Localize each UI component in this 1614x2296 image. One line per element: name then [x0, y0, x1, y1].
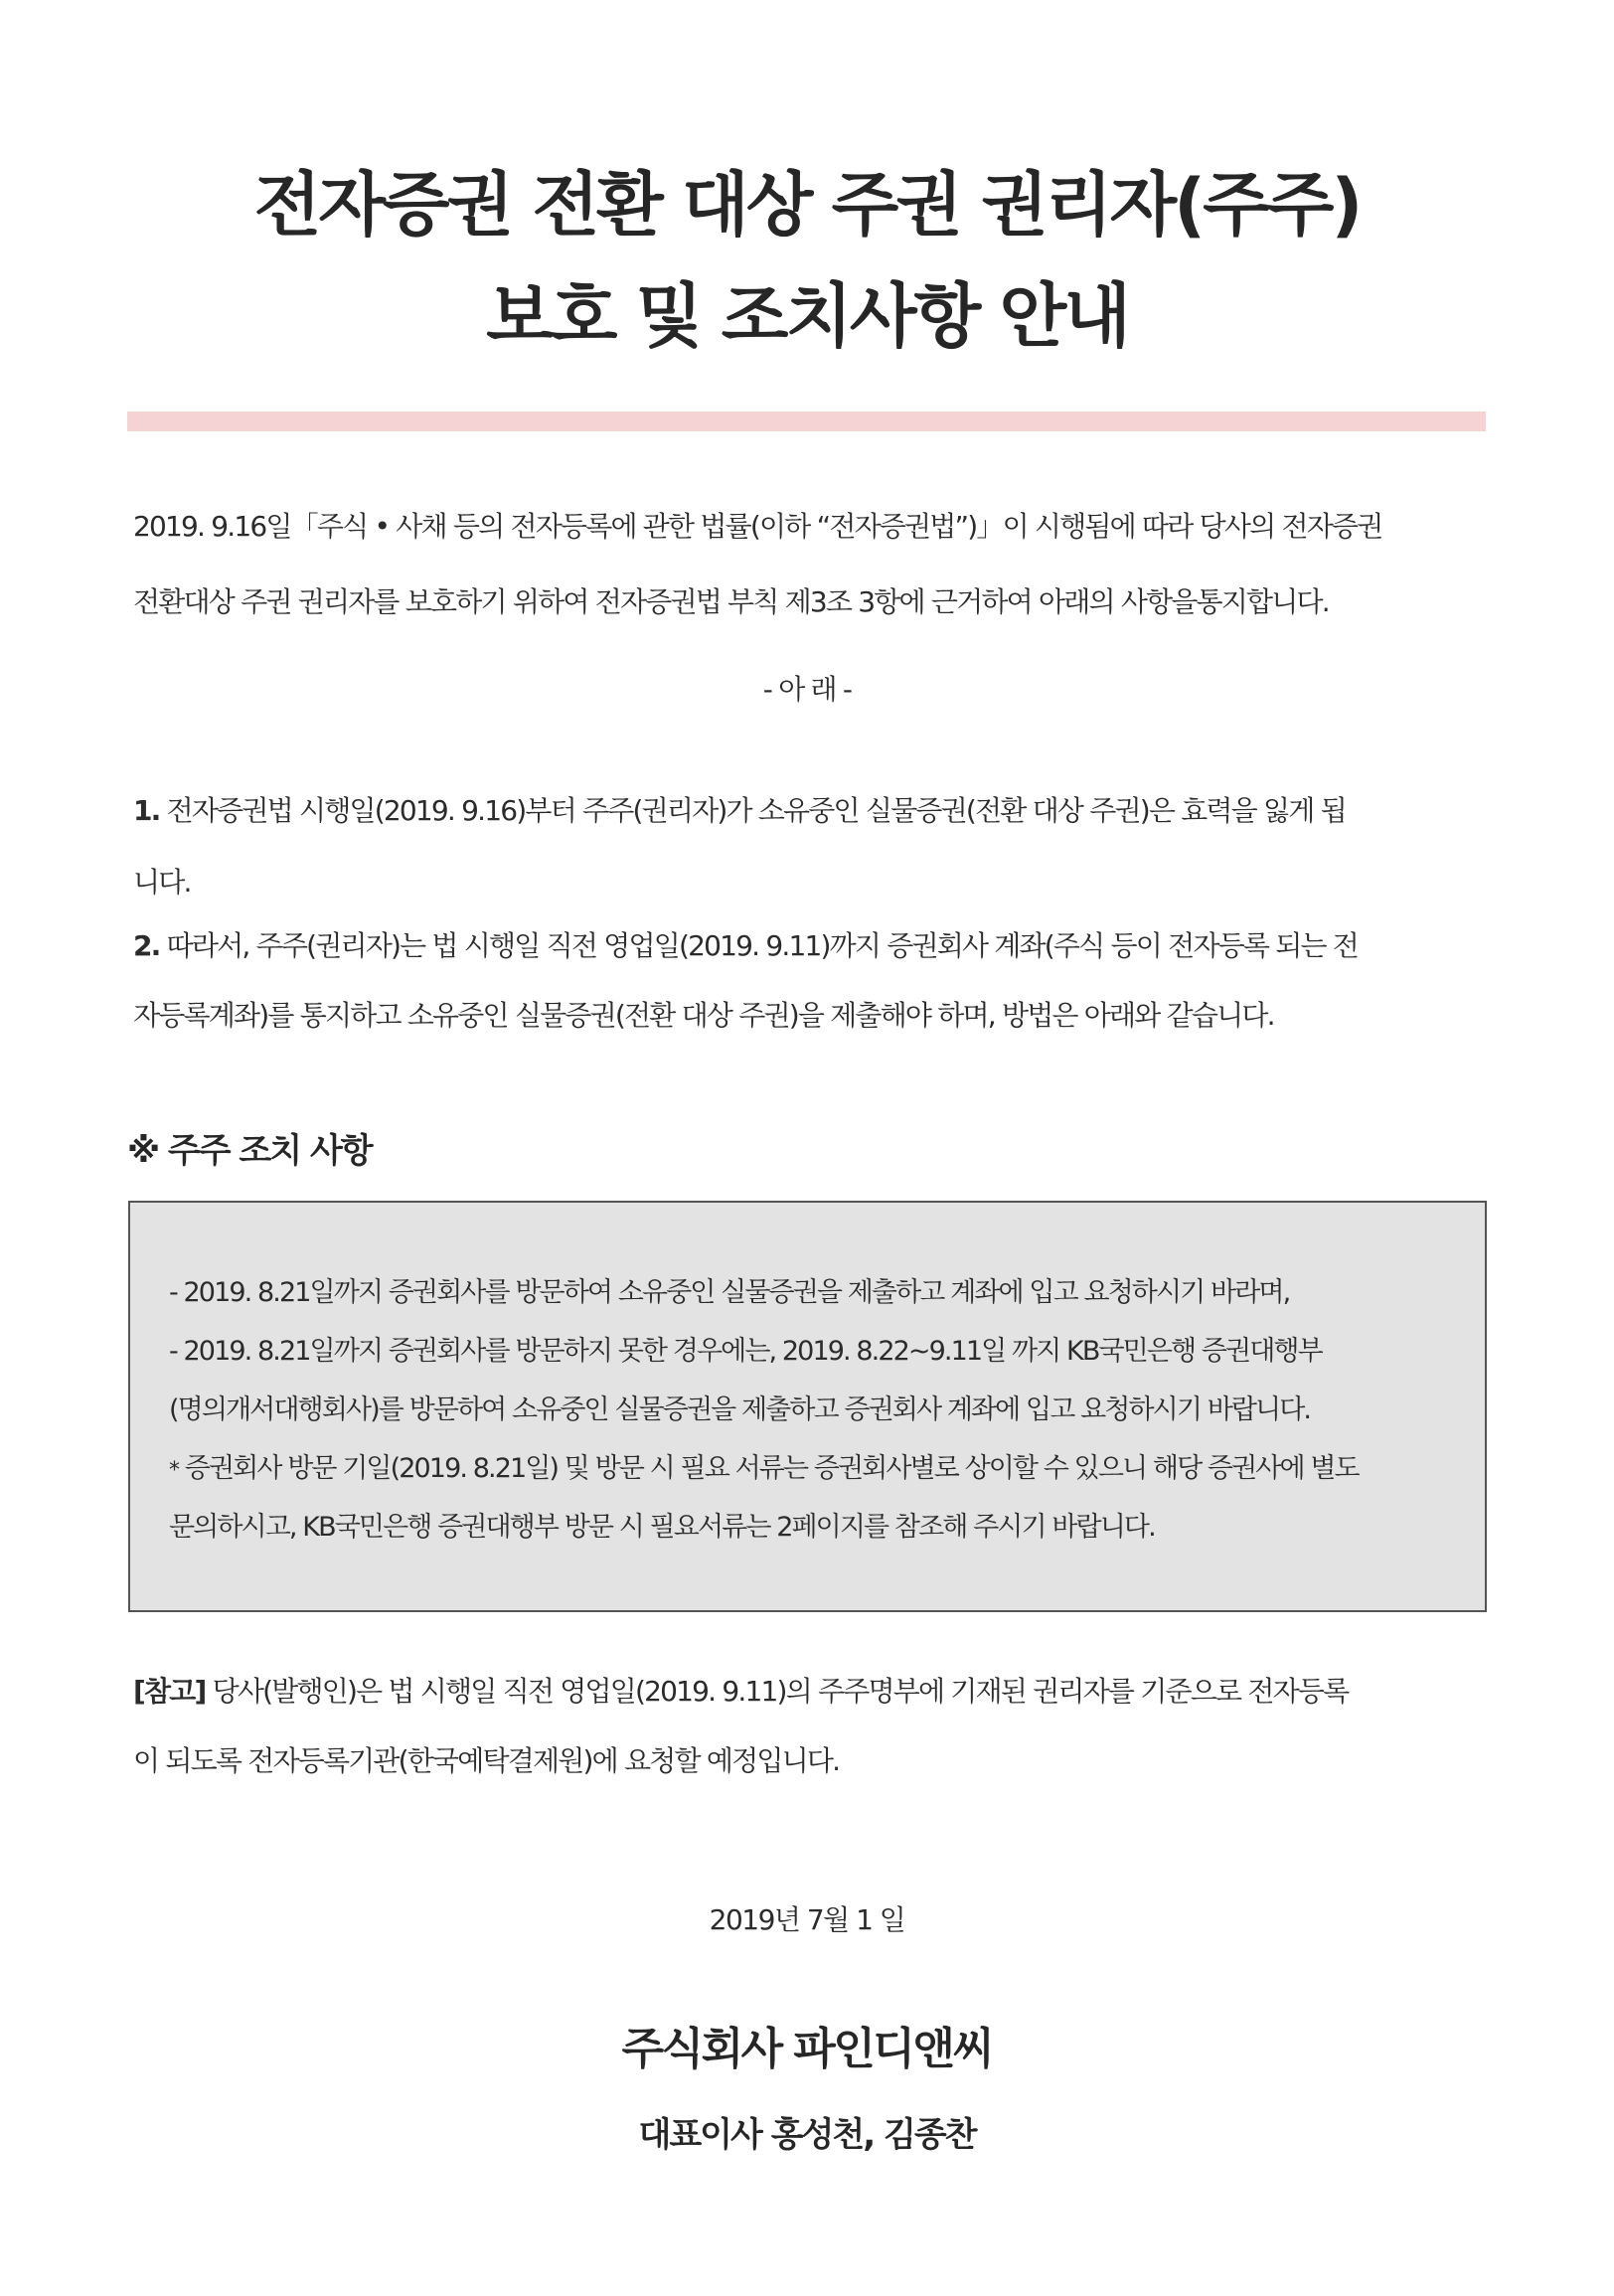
box-line-3: (명의개서대행회사)를 방문하여 소유중인 실물증권을 제출하고 증권회사 계좌에 입고 요청하시기 바랍니다.	[169, 1394, 1311, 1425]
reference-text: 당사(발행인)은 법 시행일 직전 영업일(2019. 9.11)의 주주명부에 기재된 권리자를 기준으로 전자등록	[205, 1675, 1349, 1708]
item-2-line-2: 자등록계좌)를 통지하고 소유중인 실물증권(전환 대상 주권)을 제출해야 하며, 방법은 아래와 같습니다.	[133, 999, 1274, 1032]
box-line-2: - 2019. 8.21일까지 증권회사를 방문하지 못한 경우에는, 2019. 8.22~9.11일 까지 KB국민은행 증권대행부	[169, 1336, 1322, 1367]
item-1-number: 1.	[133, 794, 160, 827]
section-heading: ※ 주주 조치 사항	[127, 1131, 372, 1171]
reference-label: [참고]	[133, 1675, 206, 1708]
document-title-line-2: 보호 및 조치사항 안내	[486, 275, 1128, 357]
ceo-names: 대표이사 홍성천, 김종찬	[638, 2115, 976, 2155]
issue-date: 2019년 7월 1 일	[709, 1903, 905, 1936]
box-line-4	[169, 1446, 1359, 1485]
box-line-5: 문의하시고, KB국민은행 증권대행부 방문 시 필요서류는 2페이지를 참조해 주시기 바랍니다.	[169, 1512, 1155, 1543]
box-line-4-text: 증권회사 방문 기일(2019. 8.21일) 및 방문 시 필요 서류는 증권회사별로 상이할 수 있으니 해당 증권사에 별도	[184, 1453, 1359, 1484]
company-name: 주식회사 파인디앤씨	[621, 2024, 993, 2074]
note-marker: *	[169, 1458, 179, 1483]
item-2-number: 2.	[133, 929, 160, 962]
below-marker: - 아 래 -	[762, 673, 852, 706]
reference-line-2: 이 되도록 전자등록기관(한국예탁결제원)에 요청할 예정입니다.	[133, 1744, 840, 1777]
item-2-line-1	[133, 924, 1358, 964]
item-1-text: 전자증권법 시행일(2019. 9.16)부터 주주(권리자)가 소유중인 실물증권(전환 대상 주권)은 효력을 잃게 됩	[159, 794, 1346, 827]
box-line-1: - 2019. 8.21일까지 증권회사를 방문하여 소유중인 실물증권을 제출하고 계좌에 입고 요청하시기 바라며,	[169, 1277, 1290, 1308]
reference-line-1	[133, 1670, 1348, 1710]
item-2-text: 따라서, 주주(권리자)는 법 시행일 직전 영업일(2019. 9.11)까지 증권회사 계좌(주식 등이 전자등록 되는 전	[159, 929, 1359, 962]
title-divider-bar	[127, 411, 1486, 431]
document-title-line-1: 전자증권 전환 대상 주권 권리자(주주)	[253, 164, 1361, 246]
intro-line-2: 전환대상 주권 권리자를 보호하기 위하여 전자증권법 부칙 제3조 3항에 근거하여 아래의 사항을통지합니다.	[133, 585, 1329, 618]
item-1-line-2: 니다.	[133, 866, 191, 899]
intro-line-1: 2019. 9.16일「주식 • 사채 등의 전자등록에 관한 법률(이하 “전자증권법”)」이 시행됨에 따라 당사의 전자증권	[133, 510, 1382, 543]
item-1-line-1	[133, 789, 1346, 829]
